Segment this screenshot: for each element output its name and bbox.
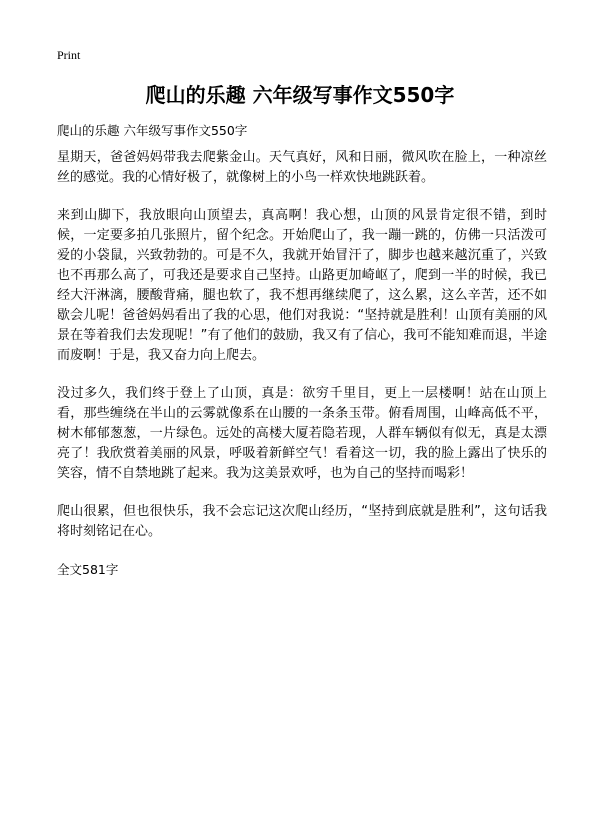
page-title: 爬山的乐趣 六年级写事作文550字 bbox=[145, 83, 455, 107]
paragraph-2: 来到山脚下，我放眼向山顶望去，真高啊！我心想，山顶的风景肯定很不错，到时候，一定要多拍几张照片，留个纪念。开始爬山了，我一蹦一跳的，仿佛一只活泼可爱的小袋鼠，兴致勃勃的。可是不久，我就开始冒汗了，脚步也越来越沉重了，兴致也不再那么高了，可我还是要求自己坚持。山路更加崎岖了，爬到一半的时候，我已经大汗淋漓，腰酸背痛，腿也软了，我不想再继续爬了，这么累，这么辛苦，还不如歇会儿呢！爸爸妈妈看出了我的心思，他们对我说：“坚持就是胜利！山顶有美丽的风景在等着我们去发现呢！”有了他们的鼓励，我又有了信心，我可不能知难而退，半途而废啊！于是，我又奋力向上爬去。 bbox=[57, 208, 547, 363]
paragraph-1: 星期天，爸爸妈妈带我去爬紫金山。天气真好，风和日丽，微风吹在脸上，一种凉丝丝的感觉。我的心情好极了，就像树上的小鸟一样欢快地跳跃着。 bbox=[57, 150, 547, 185]
paragraph-4: 爬山很累，但也很快乐，我不会忘记这次爬山经历，“坚持到底就是胜利”，这句话我将时刻铭记在心。 bbox=[57, 504, 547, 539]
print-link[interactable]: Print bbox=[57, 48, 81, 62]
article-subtitle: 爬山的乐趣 六年级写事作文550字 bbox=[57, 123, 248, 138]
word-count: 全文581字 bbox=[57, 562, 119, 577]
paragraph-3: 没过多久，我们终于登上了山顶，真是：欲穷千里目，更上一层楼啊！站在山顶上看，那些缠绕在半山的云雾就像系在山腰的一条条玉带。俯看周围，山峰高低不平，树木郁郁葱葱，一片绿色。远处的高楼大厦若隐若现，人群车辆似有似无，真是太漂亮了！我欣赏着美丽的风景，呼吸着新鲜空气！看着这一切，我的脸上露出了快乐的笑容，情不自禁地跳了起来。我为这美景欢呼，也为自己的坚持而喝彩！ bbox=[57, 386, 547, 481]
article-body bbox=[57, 148, 547, 560]
